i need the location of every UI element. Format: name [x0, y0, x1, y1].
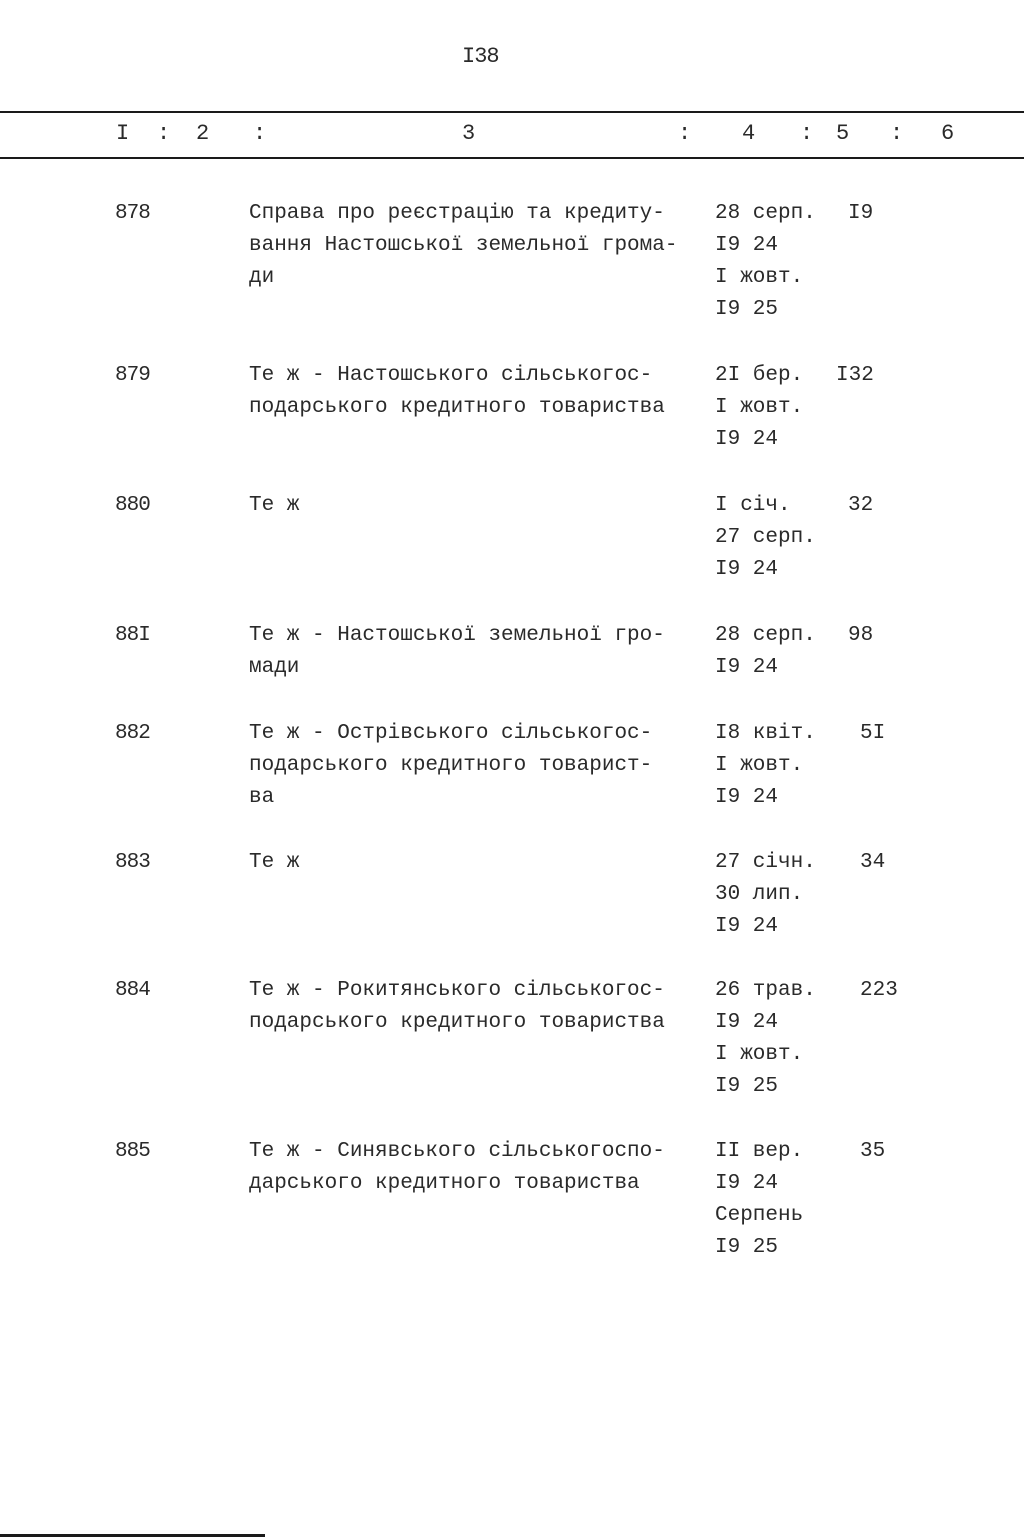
date-line: Серпень: [715, 1204, 804, 1227]
date-line: I жовт.: [715, 396, 804, 419]
column-header: 6: [941, 121, 955, 146]
entry-number: 885: [115, 1140, 150, 1163]
table-header-rule: [0, 157, 1024, 159]
date-line: 30 лип.: [715, 883, 804, 906]
description-line: Справа про реєстрацію та кредиту-: [249, 202, 665, 225]
description-line: Те ж - Настошської земельної гро-: [249, 624, 665, 647]
entry-dates: [715, 718, 816, 814]
description-line: Те ж - Синявського сільськогоспо-: [249, 1140, 665, 1163]
description-line: подарського кредитного товариства: [249, 1011, 665, 1034]
date-line: I9 25: [715, 298, 779, 321]
date-line: I9 24: [715, 656, 779, 679]
description-line: ва: [249, 786, 275, 809]
date-line: I січ.: [715, 494, 791, 517]
date-line: I9 24: [715, 1172, 779, 1195]
entry-description: [249, 198, 709, 294]
column-header: I: [116, 121, 130, 146]
column-header-row: [0, 121, 1024, 151]
entry-description: [249, 718, 709, 814]
column-header: 2: [196, 121, 210, 146]
entry-number: 880: [115, 494, 150, 517]
entry-number: 878: [115, 202, 150, 225]
entry-dates: [715, 975, 816, 1103]
date-line: II вер.: [715, 1140, 804, 1163]
date-line: I9 24: [715, 558, 779, 581]
description-line: вання Настошської земельної грома-: [249, 234, 678, 257]
entry-description: [249, 975, 709, 1039]
column-header: 3: [462, 121, 476, 146]
entry-number: 883: [115, 851, 150, 874]
date-line: I9 24: [715, 915, 779, 938]
column-separator: :: [800, 121, 814, 146]
entry-dates: [715, 360, 803, 456]
entry-number: 882: [115, 722, 150, 745]
date-line: I жовт.: [715, 1043, 804, 1066]
entry-description: [249, 1136, 709, 1200]
description-line: Те ж: [249, 494, 300, 517]
column-separator: :: [157, 121, 171, 146]
table-top-rule: [0, 111, 1024, 113]
entry-sheet-count: 34: [860, 851, 886, 874]
entry-sheet-count: 98: [848, 624, 874, 647]
date-line: I9 25: [715, 1075, 779, 1098]
description-line: подарського кредитного товариства: [249, 396, 665, 419]
entry-description: [249, 847, 709, 879]
date-line: 27 серп.: [715, 526, 816, 549]
entry-dates: [715, 1136, 803, 1264]
entry-description: [249, 620, 709, 684]
date-line: 27 січн.: [715, 851, 816, 874]
entry-sheet-count: 32: [848, 494, 874, 517]
page-number: I38: [462, 44, 499, 69]
column-header: 5: [836, 121, 850, 146]
description-line: ди: [249, 266, 275, 289]
column-separator: :: [678, 121, 692, 146]
column-header: 4: [742, 121, 756, 146]
entry-description: [249, 490, 709, 522]
date-line: 2I бер.: [715, 364, 804, 387]
date-line: I8 квіт.: [715, 722, 816, 745]
entry-sheet-count: I32: [836, 364, 874, 387]
date-line: 26 трав.: [715, 979, 816, 1002]
date-line: I9 24: [715, 234, 779, 257]
column-separator: :: [253, 121, 267, 146]
entry-sheet-count: 223: [860, 979, 898, 1002]
date-line: 28 серп.: [715, 202, 816, 225]
entry-dates: [715, 620, 816, 684]
date-line: I9 24: [715, 428, 779, 451]
column-separator: :: [890, 121, 904, 146]
description-line: Те ж: [249, 851, 300, 874]
entry-dates: [715, 198, 816, 326]
entry-number: 88I: [115, 624, 150, 647]
date-line: I9 24: [715, 786, 779, 809]
description-line: Те ж - Острівського сільськогос-: [249, 722, 653, 745]
description-line: Те ж - Настошського сільськогос-: [249, 364, 653, 387]
description-line: мади: [249, 656, 300, 679]
description-line: Те ж - Рокитянського сільськогос-: [249, 979, 665, 1002]
entry-dates: [715, 847, 816, 943]
date-line: I9 25: [715, 1236, 779, 1259]
description-line: подарського кредитного товарист-: [249, 754, 653, 777]
footer-rule: [0, 1534, 265, 1537]
entry-sheet-count: 5I: [860, 722, 886, 745]
date-line: I жовт.: [715, 754, 804, 777]
entry-sheet-count: 35: [860, 1140, 886, 1163]
entry-description: [249, 360, 709, 424]
date-line: I9 24: [715, 1011, 779, 1034]
date-line: 28 серп.: [715, 624, 816, 647]
entry-dates: [715, 490, 816, 586]
description-line: дарського кредитного товариства: [249, 1172, 640, 1195]
entry-number: 884: [115, 979, 150, 1002]
entry-number: 879: [115, 364, 150, 387]
entry-sheet-count: I9: [848, 202, 874, 225]
date-line: I жовт.: [715, 266, 804, 289]
